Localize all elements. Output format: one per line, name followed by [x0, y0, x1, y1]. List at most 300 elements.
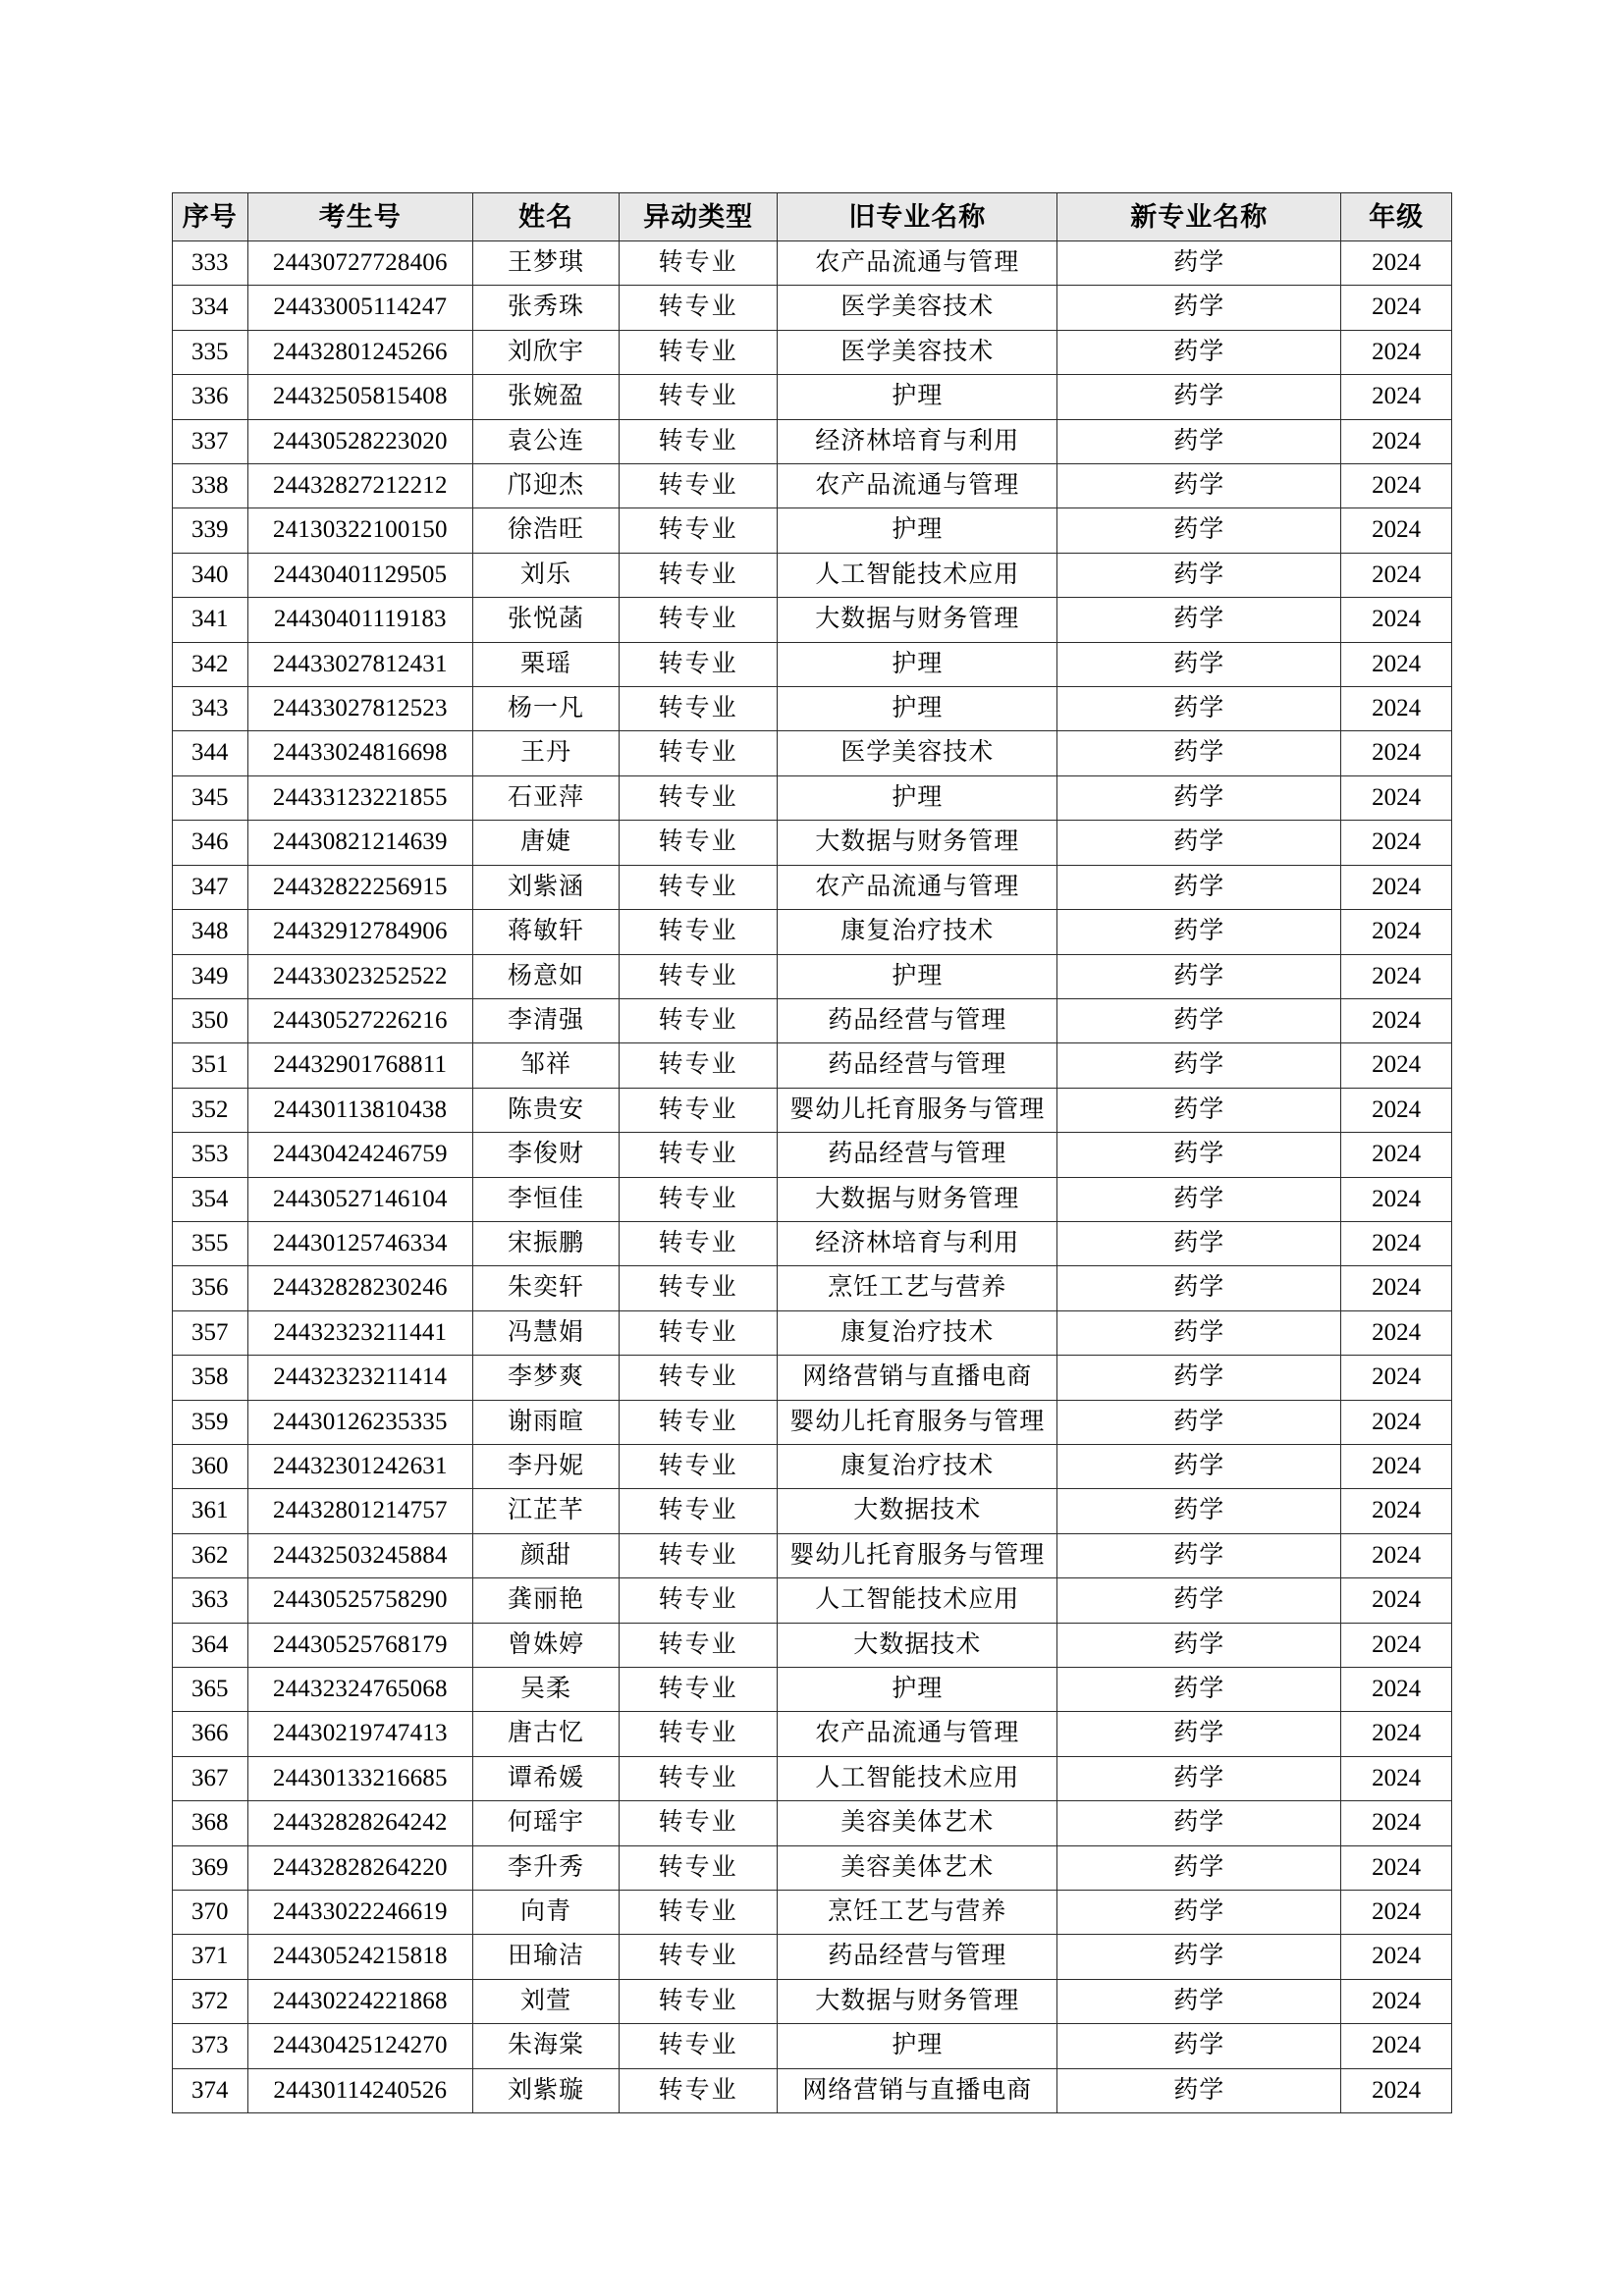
table-row — [173, 1801, 1452, 1845]
cell-seq: 368 — [173, 1801, 248, 1845]
cell-grade: 2024 — [1341, 1801, 1452, 1845]
cell-seq: 336 — [173, 375, 248, 419]
cell-exam-no: 24432801245266 — [247, 330, 473, 374]
cell-old-major: 康复治疗技术 — [778, 1310, 1057, 1355]
cell-change-type: 转专业 — [619, 642, 778, 686]
cell-name: 李梦爽 — [473, 1356, 620, 1400]
table-row — [173, 286, 1452, 330]
cell-name: 宋振鹏 — [473, 1221, 620, 1265]
cell-change-type: 转专业 — [619, 1891, 778, 1935]
column-header-exam-no: 考生号 — [247, 193, 473, 241]
cell-grade: 2024 — [1341, 1400, 1452, 1444]
cell-seq: 351 — [173, 1043, 248, 1088]
cell-new-major: 药学 — [1057, 241, 1341, 286]
cell-change-type: 转专业 — [619, 1801, 778, 1845]
cell-exam-no: 24432323211441 — [247, 1310, 473, 1355]
cell-grade: 2024 — [1341, 553, 1452, 597]
cell-seq: 344 — [173, 731, 248, 775]
cell-new-major: 药学 — [1057, 2068, 1341, 2112]
cell-exam-no: 24432301242631 — [247, 1444, 473, 1488]
cell-exam-no: 24432901768811 — [247, 1043, 473, 1088]
cell-grade: 2024 — [1341, 508, 1452, 553]
table-row — [173, 598, 1452, 642]
cell-change-type: 转专业 — [619, 1043, 778, 1088]
cell-seq: 355 — [173, 1221, 248, 1265]
cell-seq: 373 — [173, 2024, 248, 2068]
cell-seq: 349 — [173, 954, 248, 998]
cell-change-type: 转专业 — [619, 821, 778, 865]
cell-new-major: 药学 — [1057, 1356, 1341, 1400]
cell-old-major: 药品经营与管理 — [778, 1133, 1057, 1177]
cell-old-major: 药品经营与管理 — [778, 1935, 1057, 1979]
cell-new-major: 药学 — [1057, 1668, 1341, 1712]
cell-new-major: 药学 — [1057, 1088, 1341, 1132]
cell-grade: 2024 — [1341, 241, 1452, 286]
cell-name: 何瑶宇 — [473, 1801, 620, 1845]
cell-old-major: 护理 — [778, 2024, 1057, 2068]
column-header-name: 姓名 — [473, 193, 620, 241]
table-row — [173, 553, 1452, 597]
table-row — [173, 954, 1452, 998]
cell-new-major: 药学 — [1057, 910, 1341, 954]
cell-seq: 366 — [173, 1712, 248, 1756]
cell-exam-no: 24433005114247 — [247, 286, 473, 330]
cell-old-major: 农产品流通与管理 — [778, 865, 1057, 909]
cell-exam-no: 24430528223020 — [247, 419, 473, 463]
cell-change-type: 转专业 — [619, 1623, 778, 1667]
cell-new-major: 药学 — [1057, 330, 1341, 374]
column-header-seq: 序号 — [173, 193, 248, 241]
cell-seq: 364 — [173, 1623, 248, 1667]
cell-grade: 2024 — [1341, 1533, 1452, 1577]
cell-name: 曾姝婷 — [473, 1623, 620, 1667]
cell-new-major: 药学 — [1057, 553, 1341, 597]
cell-old-major: 农产品流通与管理 — [778, 1712, 1057, 1756]
cell-grade: 2024 — [1341, 1266, 1452, 1310]
cell-exam-no: 24430525768179 — [247, 1623, 473, 1667]
cell-change-type: 转专业 — [619, 1935, 778, 1979]
cell-old-major: 护理 — [778, 508, 1057, 553]
cell-change-type: 转专业 — [619, 1310, 778, 1355]
cell-seq: 369 — [173, 1845, 248, 1890]
cell-exam-no: 24433027812431 — [247, 642, 473, 686]
table-header-row — [173, 193, 1452, 241]
cell-seq: 357 — [173, 1310, 248, 1355]
cell-seq: 343 — [173, 687, 248, 731]
cell-change-type: 转专业 — [619, 598, 778, 642]
cell-name: 刘欣宇 — [473, 330, 620, 374]
table-row — [173, 1133, 1452, 1177]
cell-seq: 362 — [173, 1533, 248, 1577]
cell-new-major: 药学 — [1057, 1489, 1341, 1533]
cell-new-major: 药学 — [1057, 775, 1341, 820]
table-row — [173, 1979, 1452, 2023]
cell-old-major: 经济林培育与利用 — [778, 1221, 1057, 1265]
cell-name: 蒋敏轩 — [473, 910, 620, 954]
table-row — [173, 2024, 1452, 2068]
cell-change-type: 转专业 — [619, 241, 778, 286]
cell-name: 刘乐 — [473, 553, 620, 597]
table-row — [173, 1623, 1452, 1667]
cell-name: 吴柔 — [473, 1668, 620, 1712]
cell-exam-no: 24432912784906 — [247, 910, 473, 954]
cell-grade: 2024 — [1341, 2068, 1452, 2112]
cell-new-major: 药学 — [1057, 1444, 1341, 1488]
cell-exam-no: 24430821214639 — [247, 821, 473, 865]
cell-grade: 2024 — [1341, 1845, 1452, 1890]
cell-grade: 2024 — [1341, 775, 1452, 820]
cell-grade: 2024 — [1341, 731, 1452, 775]
table-row — [173, 464, 1452, 508]
roster-table-container — [172, 192, 1452, 2113]
table-row — [173, 1489, 1452, 1533]
table-row — [173, 1845, 1452, 1890]
cell-name: 冯慧娟 — [473, 1310, 620, 1355]
cell-name: 李清强 — [473, 998, 620, 1042]
cell-name: 李恒佳 — [473, 1177, 620, 1221]
cell-exam-no: 24432828230246 — [247, 1266, 473, 1310]
cell-old-major: 大数据与财务管理 — [778, 1979, 1057, 2023]
cell-exam-no: 24430401119183 — [247, 598, 473, 642]
cell-seq: 350 — [173, 998, 248, 1042]
cell-new-major: 药学 — [1057, 1177, 1341, 1221]
cell-new-major: 药学 — [1057, 731, 1341, 775]
cell-seq: 347 — [173, 865, 248, 909]
cell-name: 李俊财 — [473, 1133, 620, 1177]
cell-old-major: 大数据与财务管理 — [778, 598, 1057, 642]
cell-exam-no: 24432324765068 — [247, 1668, 473, 1712]
cell-new-major: 药学 — [1057, 286, 1341, 330]
cell-grade: 2024 — [1341, 954, 1452, 998]
cell-old-major: 农产品流通与管理 — [778, 464, 1057, 508]
cell-old-major: 护理 — [778, 642, 1057, 686]
cell-grade: 2024 — [1341, 998, 1452, 1042]
cell-old-major: 网络营销与直播电商 — [778, 2068, 1057, 2112]
cell-seq: 372 — [173, 1979, 248, 2023]
student-major-change-table — [172, 192, 1452, 2113]
cell-seq: 346 — [173, 821, 248, 865]
cell-new-major: 药学 — [1057, 598, 1341, 642]
cell-new-major: 药学 — [1057, 1043, 1341, 1088]
cell-name: 唐婕 — [473, 821, 620, 865]
cell-old-major: 医学美容技术 — [778, 330, 1057, 374]
cell-name: 李升秀 — [473, 1845, 620, 1890]
cell-new-major: 药学 — [1057, 1712, 1341, 1756]
cell-seq: 363 — [173, 1578, 248, 1623]
cell-name: 袁公连 — [473, 419, 620, 463]
table-row — [173, 1533, 1452, 1577]
cell-name: 李丹妮 — [473, 1444, 620, 1488]
table-row — [173, 1756, 1452, 1800]
cell-grade: 2024 — [1341, 1935, 1452, 1979]
cell-old-major: 人工智能技术应用 — [778, 1578, 1057, 1623]
cell-new-major: 药学 — [1057, 1801, 1341, 1845]
cell-change-type: 转专业 — [619, 687, 778, 731]
table-row — [173, 1043, 1452, 1088]
table-row — [173, 1221, 1452, 1265]
cell-change-type: 转专业 — [619, 1221, 778, 1265]
cell-seq: 370 — [173, 1891, 248, 1935]
cell-change-type: 转专业 — [619, 954, 778, 998]
cell-new-major: 药学 — [1057, 687, 1341, 731]
cell-change-type: 转专业 — [619, 1979, 778, 2023]
cell-new-major: 药学 — [1057, 1979, 1341, 2023]
cell-old-major: 药品经营与管理 — [778, 998, 1057, 1042]
cell-grade: 2024 — [1341, 821, 1452, 865]
cell-old-major: 护理 — [778, 375, 1057, 419]
cell-grade: 2024 — [1341, 1310, 1452, 1355]
cell-new-major: 药学 — [1057, 954, 1341, 998]
table-row — [173, 687, 1452, 731]
cell-name: 向青 — [473, 1891, 620, 1935]
column-header-old-major: 旧专业名称 — [778, 193, 1057, 241]
cell-name: 唐古忆 — [473, 1712, 620, 1756]
cell-name: 谭希媛 — [473, 1756, 620, 1800]
cell-exam-no: 24430527146104 — [247, 1177, 473, 1221]
cell-change-type: 转专业 — [619, 1756, 778, 1800]
column-header-change-type: 异动类型 — [619, 193, 778, 241]
table-row — [173, 910, 1452, 954]
table-row — [173, 731, 1452, 775]
cell-grade: 2024 — [1341, 1712, 1452, 1756]
cell-change-type: 转专业 — [619, 1356, 778, 1400]
cell-grade: 2024 — [1341, 375, 1452, 419]
cell-change-type: 转专业 — [619, 910, 778, 954]
table-row — [173, 775, 1452, 820]
cell-change-type: 转专业 — [619, 1533, 778, 1577]
cell-new-major: 药学 — [1057, 1533, 1341, 1577]
table-row — [173, 821, 1452, 865]
cell-change-type: 转专业 — [619, 1266, 778, 1310]
cell-change-type: 转专业 — [619, 553, 778, 597]
cell-name: 王梦琪 — [473, 241, 620, 286]
cell-seq: 345 — [173, 775, 248, 820]
cell-new-major: 药学 — [1057, 998, 1341, 1042]
cell-seq: 335 — [173, 330, 248, 374]
cell-name: 谢雨暄 — [473, 1400, 620, 1444]
cell-exam-no: 24430425124270 — [247, 2024, 473, 2068]
cell-exam-no: 24430113810438 — [247, 1088, 473, 1132]
cell-change-type: 转专业 — [619, 998, 778, 1042]
cell-change-type: 转专业 — [619, 508, 778, 553]
cell-name: 张秀珠 — [473, 286, 620, 330]
table-row — [173, 419, 1452, 463]
cell-exam-no: 24430125746334 — [247, 1221, 473, 1265]
cell-change-type: 转专业 — [619, 375, 778, 419]
cell-name: 石亚萍 — [473, 775, 620, 820]
cell-name: 张婉盈 — [473, 375, 620, 419]
table-row — [173, 1177, 1452, 1221]
cell-new-major: 药学 — [1057, 1578, 1341, 1623]
cell-grade: 2024 — [1341, 1221, 1452, 1265]
cell-exam-no: 24430424246759 — [247, 1133, 473, 1177]
cell-new-major: 药学 — [1057, 1133, 1341, 1177]
cell-exam-no: 24432505815408 — [247, 375, 473, 419]
cell-new-major: 药学 — [1057, 1400, 1341, 1444]
cell-grade: 2024 — [1341, 1133, 1452, 1177]
cell-exam-no: 24433023252522 — [247, 954, 473, 998]
cell-seq: 338 — [173, 464, 248, 508]
cell-seq: 361 — [173, 1489, 248, 1533]
cell-old-major: 大数据与财务管理 — [778, 1177, 1057, 1221]
table-row — [173, 865, 1452, 909]
cell-name: 徐浩旺 — [473, 508, 620, 553]
cell-exam-no: 24430527226216 — [247, 998, 473, 1042]
cell-old-major: 大数据技术 — [778, 1623, 1057, 1667]
cell-old-major: 美容美体艺术 — [778, 1801, 1057, 1845]
cell-grade: 2024 — [1341, 1177, 1452, 1221]
cell-grade: 2024 — [1341, 2024, 1452, 2068]
cell-exam-no: 24430219747413 — [247, 1712, 473, 1756]
cell-change-type: 转专业 — [619, 775, 778, 820]
cell-name: 朱奕轩 — [473, 1266, 620, 1310]
cell-exam-no: 24432827212212 — [247, 464, 473, 508]
cell-exam-no: 24430524215818 — [247, 1935, 473, 1979]
cell-name: 杨意如 — [473, 954, 620, 998]
table-row — [173, 642, 1452, 686]
cell-exam-no: 24130322100150 — [247, 508, 473, 553]
cell-change-type: 转专业 — [619, 1712, 778, 1756]
cell-change-type: 转专业 — [619, 731, 778, 775]
cell-old-major: 护理 — [778, 687, 1057, 731]
cell-change-type: 转专业 — [619, 1578, 778, 1623]
cell-name: 龚丽艳 — [473, 1578, 620, 1623]
cell-seq: 371 — [173, 1935, 248, 1979]
cell-grade: 2024 — [1341, 598, 1452, 642]
cell-change-type: 转专业 — [619, 464, 778, 508]
cell-grade: 2024 — [1341, 1444, 1452, 1488]
table-row — [173, 1400, 1452, 1444]
cell-exam-no: 24430401129505 — [247, 553, 473, 597]
cell-change-type: 转专业 — [619, 1088, 778, 1132]
cell-new-major: 药学 — [1057, 1266, 1341, 1310]
cell-new-major: 药学 — [1057, 642, 1341, 686]
table-row — [173, 1668, 1452, 1712]
cell-old-major: 网络营销与直播电商 — [778, 1356, 1057, 1400]
cell-seq: 365 — [173, 1668, 248, 1712]
cell-exam-no: 24430224221868 — [247, 1979, 473, 2023]
cell-seq: 348 — [173, 910, 248, 954]
cell-new-major: 药学 — [1057, 2024, 1341, 2068]
table-row — [173, 1444, 1452, 1488]
cell-grade: 2024 — [1341, 419, 1452, 463]
cell-change-type: 转专业 — [619, 1177, 778, 1221]
column-header-new-major: 新专业名称 — [1057, 193, 1341, 241]
cell-grade: 2024 — [1341, 1623, 1452, 1667]
cell-change-type: 转专业 — [619, 865, 778, 909]
cell-grade: 2024 — [1341, 687, 1452, 731]
cell-exam-no: 24430727728406 — [247, 241, 473, 286]
cell-name: 刘萱 — [473, 1979, 620, 2023]
cell-new-major: 药学 — [1057, 1221, 1341, 1265]
cell-seq: 359 — [173, 1400, 248, 1444]
cell-change-type: 转专业 — [619, 1845, 778, 1890]
cell-seq: 342 — [173, 642, 248, 686]
cell-old-major: 农产品流通与管理 — [778, 241, 1057, 286]
cell-new-major: 药学 — [1057, 1845, 1341, 1890]
table-row — [173, 1578, 1452, 1623]
cell-exam-no: 24432828264242 — [247, 1801, 473, 1845]
table-row — [173, 1935, 1452, 1979]
cell-seq: 367 — [173, 1756, 248, 1800]
cell-grade: 2024 — [1341, 1756, 1452, 1800]
cell-grade: 2024 — [1341, 1668, 1452, 1712]
cell-old-major: 大数据技术 — [778, 1489, 1057, 1533]
cell-exam-no: 24430133216685 — [247, 1756, 473, 1800]
cell-change-type: 转专业 — [619, 2068, 778, 2112]
cell-old-major: 婴幼儿托育服务与管理 — [778, 1088, 1057, 1132]
cell-seq: 341 — [173, 598, 248, 642]
cell-name: 刘紫璇 — [473, 2068, 620, 2112]
table-row — [173, 1310, 1452, 1355]
cell-name: 朱海棠 — [473, 2024, 620, 2068]
cell-exam-no: 24433024816698 — [247, 731, 473, 775]
cell-name: 王丹 — [473, 731, 620, 775]
cell-old-major: 护理 — [778, 954, 1057, 998]
cell-new-major: 药学 — [1057, 464, 1341, 508]
cell-old-major: 人工智能技术应用 — [778, 1756, 1057, 1800]
cell-seq: 339 — [173, 508, 248, 553]
cell-exam-no: 24430126235335 — [247, 1400, 473, 1444]
table-row — [173, 1088, 1452, 1132]
table-row — [173, 2068, 1452, 2112]
cell-old-major: 医学美容技术 — [778, 731, 1057, 775]
cell-old-major: 烹饪工艺与营养 — [778, 1266, 1057, 1310]
cell-old-major: 婴幼儿托育服务与管理 — [778, 1533, 1057, 1577]
cell-new-major: 药学 — [1057, 1310, 1341, 1355]
cell-change-type: 转专业 — [619, 286, 778, 330]
cell-exam-no: 24430525758290 — [247, 1578, 473, 1623]
cell-name: 杨一凡 — [473, 687, 620, 731]
cell-new-major: 药学 — [1057, 821, 1341, 865]
cell-new-major: 药学 — [1057, 1623, 1341, 1667]
cell-exam-no: 24433123221855 — [247, 775, 473, 820]
cell-exam-no: 24433027812523 — [247, 687, 473, 731]
cell-exam-no: 24432503245884 — [247, 1533, 473, 1577]
cell-name: 栗瑶 — [473, 642, 620, 686]
cell-grade: 2024 — [1341, 1489, 1452, 1533]
cell-new-major: 药学 — [1057, 375, 1341, 419]
table-row — [173, 1712, 1452, 1756]
cell-old-major: 大数据与财务管理 — [778, 821, 1057, 865]
cell-exam-no: 24432822256915 — [247, 865, 473, 909]
cell-grade: 2024 — [1341, 642, 1452, 686]
cell-old-major: 经济林培育与利用 — [778, 419, 1057, 463]
cell-old-major: 人工智能技术应用 — [778, 553, 1057, 597]
cell-change-type: 转专业 — [619, 419, 778, 463]
cell-grade: 2024 — [1341, 1043, 1452, 1088]
cell-grade: 2024 — [1341, 1891, 1452, 1935]
table-body — [173, 241, 1452, 2113]
cell-old-major: 护理 — [778, 775, 1057, 820]
cell-name: 邝迎杰 — [473, 464, 620, 508]
cell-seq: 334 — [173, 286, 248, 330]
cell-grade: 2024 — [1341, 1088, 1452, 1132]
cell-change-type: 转专业 — [619, 1133, 778, 1177]
table-row — [173, 330, 1452, 374]
cell-name: 邹祥 — [473, 1043, 620, 1088]
cell-old-major: 烹饪工艺与营养 — [778, 1891, 1057, 1935]
cell-seq: 352 — [173, 1088, 248, 1132]
cell-seq: 353 — [173, 1133, 248, 1177]
cell-new-major: 药学 — [1057, 1756, 1341, 1800]
cell-new-major: 药学 — [1057, 1935, 1341, 1979]
cell-exam-no: 24430114240526 — [247, 2068, 473, 2112]
table-row — [173, 1356, 1452, 1400]
cell-grade: 2024 — [1341, 1979, 1452, 2023]
cell-change-type: 转专业 — [619, 1668, 778, 1712]
cell-change-type: 转专业 — [619, 1444, 778, 1488]
